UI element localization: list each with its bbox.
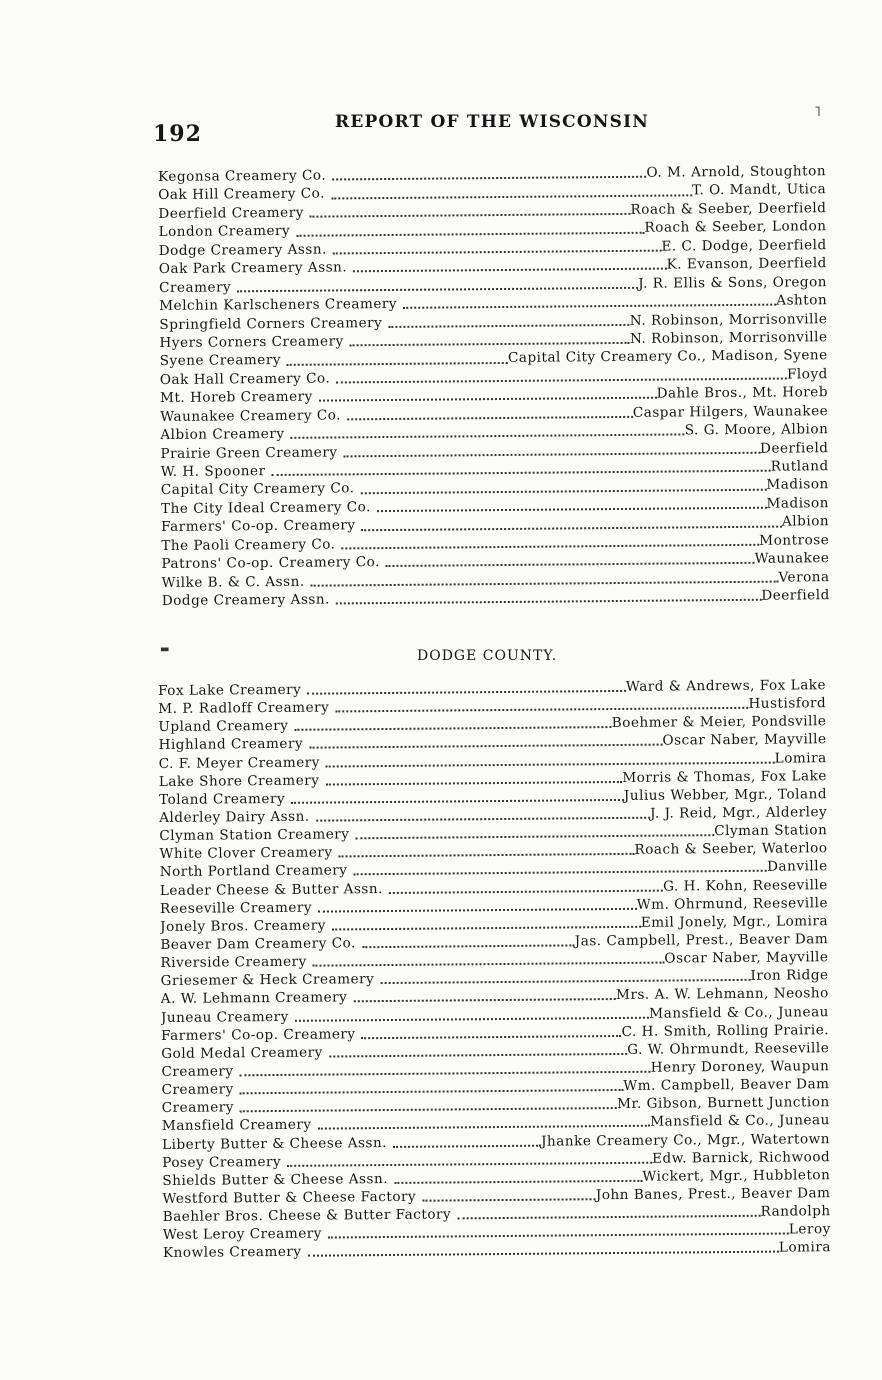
owner-location: Dahle Bros., Mt. Horeb: [656, 384, 829, 402]
creamery-name: Oak Hill Creamery Co.: [158, 185, 325, 204]
creamery-name: Griesemer & Heck Creamery: [160, 971, 375, 990]
margin-mark: ˥: [814, 104, 821, 120]
dot-leader: [290, 432, 684, 439]
dot-leader: [335, 705, 748, 713]
dot-leader: [319, 395, 657, 402]
dot-leader: [353, 996, 616, 1002]
dot-leader: [355, 832, 714, 839]
creamery-name: Capital City Creamery Co.: [160, 480, 355, 499]
dot-leader: [343, 450, 760, 458]
creamery-name: Creamery: [158, 278, 232, 296]
dot-leader: [311, 578, 779, 586]
creamery-name: Kegonsa Creamery Co.: [158, 167, 327, 185]
owner-location: Edw. Barnick, Richwood: [651, 1148, 831, 1167]
dot-leader: [336, 597, 761, 605]
dot-leader: [457, 1213, 760, 1220]
owner-location: Randolph: [760, 1203, 831, 1220]
creamery-name: Deerfield Creamery: [158, 204, 304, 222]
owner-location: Roach & Seeber, London: [644, 218, 827, 237]
dot-leader: [362, 942, 575, 948]
creamery-name: Highland Creamery: [158, 736, 304, 754]
dot-leader: [318, 1123, 651, 1130]
owner-location: Deerfield: [761, 587, 830, 604]
owner-location: G. H. Kohn, Reeseville: [662, 876, 828, 895]
dot-leader: [333, 248, 662, 255]
owner-location: C. H. Smith, Rolling Prairie.: [621, 1021, 830, 1040]
dot-leader: [240, 1105, 617, 1112]
creamery-name: West Leroy Creamery: [162, 1225, 322, 1244]
dot-leader: [307, 688, 626, 695]
dot-leader: [339, 851, 635, 858]
dot-leader: [353, 868, 767, 876]
owner-location: Danville: [767, 858, 828, 876]
owner-location: Morris & Thomas, Fox Lake: [622, 767, 827, 786]
creamery-name: Waunakee Creamery Co.: [160, 407, 342, 425]
dot-leader: [310, 211, 631, 218]
creamery-name: Wilke B. & C. Assn.: [161, 573, 305, 591]
creamery-name: Jonely Bros. Creamery: [160, 917, 326, 935]
dot-leader: [362, 523, 782, 531]
owner-location: G. W. Ohrmundt, Reeseville: [627, 1039, 830, 1058]
creamery-name: Mt. Horeb Creamery: [159, 388, 313, 407]
smudge-mark: ▬: [160, 644, 170, 655]
dot-leader: [295, 1014, 650, 1021]
creamery-name: Beaver Dam Creamery Co.: [160, 935, 356, 953]
creamery-name: The City Ideal Creamery Co.: [160, 499, 371, 517]
dot-leader: [332, 174, 646, 181]
dot-leader: [326, 759, 775, 767]
dot-leader: [393, 1142, 541, 1147]
dot-leader: [329, 1051, 628, 1058]
dot-leader: [294, 724, 611, 731]
owner-location: Leroy: [788, 1221, 831, 1238]
creamery-name: Creamery: [161, 1081, 234, 1099]
dot-leader: [328, 1231, 789, 1239]
owner-location: Mansfield & Co., Juneau: [649, 1003, 829, 1022]
owner-location: Mr. Gibson, Burnett Junction: [616, 1094, 830, 1113]
owner-location: Lomira: [778, 1239, 832, 1256]
creamery-name: A. W. Lehmann Creamery: [160, 989, 348, 1008]
creamery-name: Riverside Creamery: [160, 953, 307, 972]
owner-location: Rutland: [770, 458, 829, 475]
dot-leader: [350, 340, 630, 346]
owner-location: J. J. Reid, Mgr., Alderley: [649, 804, 828, 822]
owner-location: Montrose: [759, 531, 830, 549]
owner-location: Jas. Campbell, Prest., Beaver Dam: [574, 931, 829, 950]
owner-location: Roach & Seeber, Waterloo: [634, 840, 828, 859]
creamery-name: W. H. Spooner: [160, 463, 266, 480]
creamery-name: Oak Hall Creamery Co.: [159, 370, 331, 388]
owner-location: S. G. Moore, Albion: [684, 421, 829, 439]
owner-location: Deerfield: [759, 439, 829, 457]
creamery-name: Fox Lake Creamery: [158, 681, 302, 699]
owner-location: Henry Doroney, Waupun: [650, 1058, 830, 1076]
section-heading-dodge-county: DODGE COUNTY.: [417, 648, 558, 664]
creamery-name: Albion Creamery: [160, 426, 285, 444]
dane-county-creamery-list: [158, 162, 830, 610]
owner-location: Albion: [781, 513, 830, 530]
creamery-name: Upland Creamery: [158, 718, 289, 736]
owner-location: Lomira: [774, 749, 827, 767]
dot-leader: [287, 360, 508, 366]
owner-location: Julius Webber, Mgr., Toland: [623, 786, 828, 804]
owner-location: Oscar Naber, Mayville: [664, 949, 829, 967]
creamery-name: Clyman Station Creamery: [159, 826, 350, 845]
owner-location: Boehmer & Meier, Pondsville: [611, 713, 827, 732]
owner-location: Wm. Ohrmund, Reeseville: [636, 894, 829, 913]
dot-leader: [377, 505, 767, 512]
owner-location: Madison: [766, 495, 830, 512]
creamery-name: Oak Park Creamery Assn.: [158, 259, 348, 278]
owner-location: K. Evanson, Deerfield: [666, 255, 827, 273]
dot-leader: [240, 1087, 624, 1094]
owner-location: Hustisford: [748, 695, 827, 712]
creamery-name: Dodge Creamery Assn.: [161, 591, 331, 610]
dot-leader: [237, 285, 638, 292]
creamery-name: Alderley Dairy Assn.: [159, 808, 310, 826]
creamery-name: Farmers' Co-op. Creamery: [161, 1025, 356, 1044]
creamery-name: Dodge Creamery Assn.: [158, 241, 327, 259]
creamery-name: Creamery: [161, 1063, 234, 1080]
owner-location: Roach & Seeber, Deerfield: [630, 200, 827, 218]
creamery-name: M. P. Radloff Creamery: [158, 699, 330, 718]
dot-leader: [318, 906, 637, 913]
dot-leader: [332, 924, 641, 931]
owner-location: Floyd: [786, 365, 828, 383]
owner-location: Verona: [778, 568, 830, 586]
dot-leader: [353, 266, 666, 273]
owner-location: Wickert, Mgr., Hubbleton: [642, 1166, 831, 1185]
owner-location: Iron Ridge: [750, 967, 829, 985]
owner-location: Ward & Andrews, Fox Lake: [625, 677, 827, 695]
dot-leader: [325, 779, 622, 786]
owner-location: Jhanke Creamery Co., Mgr., Watertown: [540, 1130, 831, 1150]
owner-location: Mrs. A. W. Lehmann, Neosho: [615, 985, 829, 1004]
dot-leader: [362, 1033, 622, 1039]
creamery-name: Posey Creamery: [162, 1153, 282, 1171]
creamery-name: Liberty Butter & Cheese Assn.: [161, 1134, 388, 1153]
creamery-name: Toland Creamery: [158, 790, 286, 808]
creamery-name: Farmers' Co-op. Creamery: [161, 517, 356, 536]
dot-leader: [272, 468, 771, 476]
creamery-name: Shields Butter & Cheese Assn.: [162, 1170, 389, 1189]
dodge-county-creamery-list: [158, 676, 831, 1262]
owner-location: N. Robinson, Morrisonville: [629, 310, 828, 329]
creamery-name: Juneau Creamery: [160, 1008, 289, 1026]
creamery-name: Mansfield Creamery: [161, 1117, 312, 1135]
owner-location: J. R. Ellis & Sons, Oregon: [638, 273, 828, 292]
dot-leader: [309, 742, 662, 749]
dot-leader: [394, 1178, 642, 1184]
owner-location: O. M. Arnold, Stoughton: [646, 163, 827, 181]
dot-leader: [422, 1196, 596, 1202]
dot-leader: [336, 376, 787, 384]
dot-leader: [291, 797, 624, 804]
dot-leader: [386, 560, 755, 567]
creamery-name: Baehler Bros. Cheese & Butter Factory: [162, 1206, 452, 1226]
owner-location: N. Robinson, Morrisonville: [629, 329, 828, 347]
dot-leader: [308, 1249, 779, 1257]
dot-leader: [341, 542, 759, 550]
dot-leader: [388, 322, 629, 328]
creamery-name: Hyers Corners Creamery: [159, 333, 344, 351]
creamery-name: Prairie Green Creamery: [160, 444, 338, 462]
owner-location: E. C. Dodge, Deerfield: [661, 236, 827, 255]
owner-location: Mansfield & Co., Juneau: [650, 1112, 830, 1131]
creamery-name: Leader Cheese & Butter Assn.: [159, 880, 384, 899]
creamery-name: The Paoli Creamery Co.: [161, 536, 336, 554]
creamery-name: Springfield Corners Creamery: [159, 314, 383, 333]
owner-location: John Banes, Prest., Beaver Dam: [595, 1185, 831, 1204]
dot-leader: [287, 1159, 652, 1166]
creamery-name: Knowles Creamery: [162, 1244, 302, 1262]
creamery-name: White Clover Creamery: [159, 844, 333, 863]
creamery-name: Syene Creamery: [159, 352, 282, 370]
dot-leader: [389, 887, 663, 893]
owner-location: T. O. Mandt, Utica: [691, 181, 827, 199]
creamery-name: London Creamery: [158, 223, 291, 241]
dot-leader: [296, 229, 644, 236]
dot-leader: [240, 1069, 651, 1077]
running-head: REPORT OF THE WISCONSIN: [335, 112, 650, 132]
dot-leader: [347, 414, 633, 420]
owner-location: Clyman Station: [714, 822, 828, 840]
creamery-name: Creamery: [161, 1099, 234, 1117]
dot-leader: [313, 960, 665, 967]
creamery-name: Gold Medal Creamery: [161, 1044, 323, 1062]
creamery-name: Westford Butter & Cheese Factory: [162, 1188, 417, 1207]
dot-leader: [380, 977, 750, 984]
owner-location: Ashton: [776, 292, 828, 309]
creamery-name: North Portland Creamery: [159, 862, 348, 881]
dot-leader: [403, 302, 776, 309]
creamery-name: Melchin Karlscheners Creamery: [159, 295, 398, 315]
owner-location: Wm. Campbell, Beaver Dam: [623, 1076, 830, 1095]
owner-location: Waunakee: [754, 550, 830, 567]
dot-leader: [331, 192, 692, 199]
owner-location: Madison: [766, 476, 829, 494]
creamery-name: Reeseville Creamery: [159, 899, 313, 917]
page-number: 192: [153, 121, 202, 147]
creamery-name: Lake Shore Creamery: [158, 772, 320, 790]
creamery-name: C. F. Meyer Creamery: [158, 754, 320, 772]
dot-leader: [360, 486, 766, 494]
creamery-name: Patrons' Co-op. Creamery Co.: [161, 554, 380, 573]
owner-location: Oscar Naber, Mayville: [662, 731, 827, 750]
owner-location: Capital City Creamery Co., Madison, Syene: [507, 347, 828, 367]
dot-leader: [316, 815, 650, 822]
owner-location: Caspar Hilgers, Waunakee: [632, 402, 829, 421]
owner-location: Emil Jonely, Mgr., Lomira: [640, 912, 829, 931]
